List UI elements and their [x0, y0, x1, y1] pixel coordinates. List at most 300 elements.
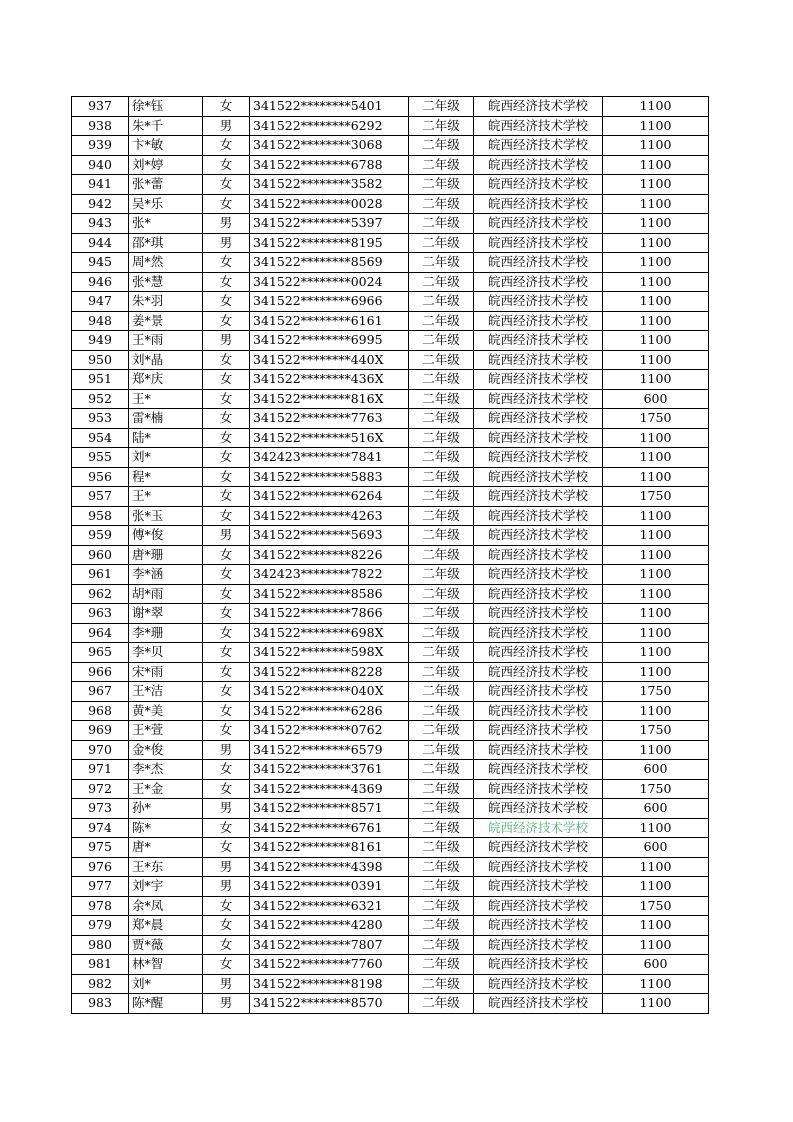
student-name-cell: 卞*敏 — [129, 136, 203, 156]
student-name-cell: 陆* — [129, 428, 203, 448]
grade-cell: 二年级 — [409, 643, 474, 663]
grade-cell: 二年级 — [409, 214, 474, 234]
id-number-cell: 341522********8226 — [250, 545, 409, 565]
student-name-cell: 程* — [129, 467, 203, 487]
gender-cell: 女 — [203, 662, 250, 682]
school-cell: 皖西经济技术学校 — [474, 760, 603, 780]
id-number-cell: 341522********4398 — [250, 857, 409, 877]
table-row — [72, 389, 709, 409]
school-cell: 皖西经济技术学校 — [474, 604, 603, 624]
grade-cell: 二年级 — [409, 409, 474, 429]
grade-cell: 二年级 — [409, 623, 474, 643]
student-name-cell: 王* — [129, 389, 203, 409]
student-name-cell: 陈*醒 — [129, 994, 203, 1014]
amount-cell: 1100 — [603, 604, 709, 624]
amount-cell: 1100 — [603, 916, 709, 936]
grade-cell: 二年级 — [409, 838, 474, 858]
school-cell: 皖西经济技术学校 — [474, 721, 603, 741]
amount-cell: 600 — [603, 838, 709, 858]
row-number-cell: 962 — [72, 584, 129, 604]
row-number-cell: 975 — [72, 838, 129, 858]
id-number-cell: 341522********4263 — [250, 506, 409, 526]
table-row — [72, 214, 709, 234]
student-name-cell: 贾*薇 — [129, 935, 203, 955]
id-number-cell: 341522********4280 — [250, 916, 409, 936]
id-number-cell: 341522********8586 — [250, 584, 409, 604]
row-number-cell: 964 — [72, 623, 129, 643]
id-number-cell: 341522********0028 — [250, 194, 409, 214]
school-cell: 皖西经济技术学校 — [474, 194, 603, 214]
student-name-cell: 张* — [129, 214, 203, 234]
gender-cell: 女 — [203, 779, 250, 799]
grade-cell: 二年级 — [409, 272, 474, 292]
id-number-cell: 341522********516X — [250, 428, 409, 448]
id-number-cell: 341522********436X — [250, 370, 409, 390]
row-number-cell: 960 — [72, 545, 129, 565]
student-name-cell: 胡*雨 — [129, 584, 203, 604]
id-number-cell: 341522********0391 — [250, 877, 409, 897]
amount-cell: 1100 — [603, 643, 709, 663]
gender-cell: 女 — [203, 896, 250, 916]
id-number-cell: 341522********8161 — [250, 838, 409, 858]
gender-cell: 女 — [203, 350, 250, 370]
grade-cell: 二年级 — [409, 545, 474, 565]
id-number-cell: 341522********5883 — [250, 467, 409, 487]
student-name-cell: 刘*婷 — [129, 155, 203, 175]
student-name-cell: 李*杰 — [129, 760, 203, 780]
id-number-cell: 341522********6264 — [250, 487, 409, 507]
school-cell: 皖西经济技术学校 — [474, 506, 603, 526]
grade-cell: 二年级 — [409, 350, 474, 370]
student-name-cell: 林*智 — [129, 955, 203, 975]
student-name-cell: 吴*乐 — [129, 194, 203, 214]
table-row — [72, 662, 709, 682]
school-cell: 皖西经济技术学校 — [474, 526, 603, 546]
id-number-cell: 341522********8195 — [250, 233, 409, 253]
amount-cell: 600 — [603, 799, 709, 819]
grade-cell: 二年级 — [409, 311, 474, 331]
row-number-cell: 967 — [72, 682, 129, 702]
row-number-cell: 973 — [72, 799, 129, 819]
row-number-cell: 939 — [72, 136, 129, 156]
row-number-cell: 940 — [72, 155, 129, 175]
table-row — [72, 506, 709, 526]
table-row — [72, 155, 709, 175]
grade-cell: 二年级 — [409, 175, 474, 195]
grade-cell: 二年级 — [409, 116, 474, 136]
row-number-cell: 949 — [72, 331, 129, 351]
amount-cell: 1100 — [603, 233, 709, 253]
id-number-cell: 341522********698X — [250, 623, 409, 643]
table-row — [72, 448, 709, 468]
row-number-cell: 978 — [72, 896, 129, 916]
table-row — [72, 116, 709, 136]
row-number-cell: 969 — [72, 721, 129, 741]
row-number-cell: 957 — [72, 487, 129, 507]
row-number-cell: 950 — [72, 350, 129, 370]
amount-cell: 1100 — [603, 214, 709, 234]
school-cell: 皖西经济技术学校 — [474, 409, 603, 429]
school-cell: 皖西经济技术学校 — [474, 682, 603, 702]
id-number-cell: 341522********7807 — [250, 935, 409, 955]
id-number-cell: 341522********8198 — [250, 974, 409, 994]
id-number-cell: 341522********6788 — [250, 155, 409, 175]
grade-cell: 二年级 — [409, 526, 474, 546]
grade-cell: 二年级 — [409, 292, 474, 312]
student-name-cell: 王*萱 — [129, 721, 203, 741]
student-name-cell: 朱*羽 — [129, 292, 203, 312]
school-cell: 皖西经济技术学校 — [474, 292, 603, 312]
table-row — [72, 311, 709, 331]
gender-cell: 女 — [203, 370, 250, 390]
school-cell: 皖西经济技术学校 — [474, 701, 603, 721]
amount-cell: 1100 — [603, 136, 709, 156]
table-row — [72, 175, 709, 195]
row-number-cell: 955 — [72, 448, 129, 468]
row-number-cell: 982 — [72, 974, 129, 994]
id-number-cell: 341522********440X — [250, 350, 409, 370]
gender-cell: 女 — [203, 97, 250, 117]
grade-cell: 二年级 — [409, 779, 474, 799]
gender-cell: 女 — [203, 935, 250, 955]
id-number-cell: 341522********598X — [250, 643, 409, 663]
amount-cell: 1750 — [603, 896, 709, 916]
gender-cell: 女 — [203, 721, 250, 741]
amount-cell: 1100 — [603, 97, 709, 117]
grade-cell: 二年级 — [409, 604, 474, 624]
table-row — [72, 604, 709, 624]
school-cell: 皖西经济技术学校 — [474, 565, 603, 585]
amount-cell: 1100 — [603, 370, 709, 390]
amount-cell: 1100 — [603, 194, 709, 214]
gender-cell: 女 — [203, 701, 250, 721]
table-row — [72, 974, 709, 994]
gender-cell: 女 — [203, 838, 250, 858]
school-cell: 皖西经济技术学校 — [474, 97, 603, 117]
amount-cell: 1750 — [603, 721, 709, 741]
row-number-cell: 956 — [72, 467, 129, 487]
amount-cell: 1100 — [603, 935, 709, 955]
school-cell: 皖西经济技术学校 — [474, 272, 603, 292]
grade-cell: 二年级 — [409, 448, 474, 468]
row-number-cell: 977 — [72, 877, 129, 897]
grade-cell: 二年级 — [409, 877, 474, 897]
row-number-cell: 966 — [72, 662, 129, 682]
student-name-cell: 李*涵 — [129, 565, 203, 585]
gender-cell: 女 — [203, 623, 250, 643]
gender-cell: 女 — [203, 409, 250, 429]
row-number-cell: 963 — [72, 604, 129, 624]
amount-cell: 1750 — [603, 779, 709, 799]
gender-cell: 女 — [203, 584, 250, 604]
row-number-cell: 958 — [72, 506, 129, 526]
table-row — [72, 877, 709, 897]
school-cell: 皖西经济技术学校 — [474, 623, 603, 643]
student-name-cell: 张*玉 — [129, 506, 203, 526]
amount-cell: 1100 — [603, 467, 709, 487]
grade-cell: 二年级 — [409, 97, 474, 117]
gender-cell: 女 — [203, 916, 250, 936]
grade-cell: 二年级 — [409, 194, 474, 214]
school-cell: 皖西经济技术学校 — [474, 799, 603, 819]
student-name-cell: 姜*景 — [129, 311, 203, 331]
school-cell: 皖西经济技术学校 — [474, 584, 603, 604]
gender-cell: 女 — [203, 428, 250, 448]
table-row — [72, 643, 709, 663]
school-cell: 皖西经济技术学校 — [474, 428, 603, 448]
student-name-cell: 王* — [129, 487, 203, 507]
row-number-cell: 970 — [72, 740, 129, 760]
id-number-cell: 341522********3761 — [250, 760, 409, 780]
table-row — [72, 955, 709, 975]
gender-cell: 女 — [203, 818, 250, 838]
table-body — [72, 97, 709, 1014]
school-cell: 皖西经济技术学校 — [474, 136, 603, 156]
grade-cell: 二年级 — [409, 935, 474, 955]
student-name-cell: 张*蕾 — [129, 175, 203, 195]
student-name-cell: 王*雨 — [129, 331, 203, 351]
school-cell: 皖西经济技术学校 — [474, 779, 603, 799]
school-cell: 皖西经济技术学校 — [474, 116, 603, 136]
gender-cell: 女 — [203, 272, 250, 292]
amount-cell: 1100 — [603, 877, 709, 897]
school-cell: 皖西经济技术学校 — [474, 214, 603, 234]
table-row — [72, 994, 709, 1014]
id-number-cell: 341522********6761 — [250, 818, 409, 838]
row-number-cell: 948 — [72, 311, 129, 331]
id-number-cell: 341522********6321 — [250, 896, 409, 916]
school-cell: 皖西经济技术学校 — [474, 643, 603, 663]
gender-cell: 男 — [203, 877, 250, 897]
row-number-cell: 944 — [72, 233, 129, 253]
grade-cell: 二年级 — [409, 467, 474, 487]
student-name-cell: 王*金 — [129, 779, 203, 799]
student-name-cell: 朱*千 — [129, 116, 203, 136]
table-row — [72, 253, 709, 273]
school-cell: 皖西经济技术学校 — [474, 994, 603, 1014]
gender-cell: 男 — [203, 740, 250, 760]
table-row — [72, 760, 709, 780]
table-row — [72, 136, 709, 156]
amount-cell: 1100 — [603, 311, 709, 331]
student-name-cell: 金*俊 — [129, 740, 203, 760]
student-list-table — [71, 96, 709, 1014]
id-number-cell: 341522********5397 — [250, 214, 409, 234]
id-number-cell: 341522********7763 — [250, 409, 409, 429]
table-row — [72, 740, 709, 760]
id-number-cell: 341522********8569 — [250, 253, 409, 273]
student-name-cell: 王*东 — [129, 857, 203, 877]
school-cell: 皖西经济技术学校 — [474, 370, 603, 390]
amount-cell: 1750 — [603, 409, 709, 429]
school-cell: 皖西经济技术学校 — [474, 350, 603, 370]
gender-cell: 女 — [203, 311, 250, 331]
row-number-cell: 981 — [72, 955, 129, 975]
id-number-cell: 342423********7822 — [250, 565, 409, 585]
id-number-cell: 341522********6995 — [250, 331, 409, 351]
grade-cell: 二年级 — [409, 487, 474, 507]
gender-cell: 女 — [203, 545, 250, 565]
school-cell: 皖西经济技术学校 — [474, 974, 603, 994]
amount-cell: 1100 — [603, 662, 709, 682]
student-name-cell: 徐*钰 — [129, 97, 203, 117]
grade-cell: 二年级 — [409, 370, 474, 390]
gender-cell: 女 — [203, 155, 250, 175]
gender-cell: 女 — [203, 467, 250, 487]
table-row — [72, 896, 709, 916]
id-number-cell: 341522********6579 — [250, 740, 409, 760]
gender-cell: 男 — [203, 331, 250, 351]
gender-cell: 男 — [203, 994, 250, 1014]
grade-cell: 二年级 — [409, 682, 474, 702]
table-row — [72, 623, 709, 643]
amount-cell: 1100 — [603, 701, 709, 721]
grade-cell: 二年级 — [409, 136, 474, 156]
grade-cell: 二年级 — [409, 233, 474, 253]
school-cell: 皖西经济技术学校 — [474, 740, 603, 760]
school-cell: 皖西经济技术学校 — [474, 896, 603, 916]
amount-cell: 1100 — [603, 740, 709, 760]
school-cell: 皖西经济技术学校 — [474, 545, 603, 565]
id-number-cell: 341522********0024 — [250, 272, 409, 292]
row-number-cell: 968 — [72, 701, 129, 721]
row-number-cell: 952 — [72, 389, 129, 409]
amount-cell: 1100 — [603, 116, 709, 136]
amount-cell: 1100 — [603, 175, 709, 195]
table-row — [72, 272, 709, 292]
amount-cell: 1100 — [603, 857, 709, 877]
student-name-cell: 陈* — [129, 818, 203, 838]
school-cell: 皖西经济技术学校 — [474, 233, 603, 253]
table-row — [72, 194, 709, 214]
grade-cell: 二年级 — [409, 253, 474, 273]
id-number-cell: 341522********6966 — [250, 292, 409, 312]
gender-cell: 男 — [203, 116, 250, 136]
table-row — [72, 331, 709, 351]
school-cell: 皖西经济技术学校 — [474, 487, 603, 507]
row-number-cell: 945 — [72, 253, 129, 273]
grade-cell: 二年级 — [409, 389, 474, 409]
grade-cell: 二年级 — [409, 721, 474, 741]
school-cell: 皖西经济技术学校 — [474, 448, 603, 468]
table-row — [72, 292, 709, 312]
grade-cell: 二年级 — [409, 857, 474, 877]
school-cell: 皖西经济技术学校 — [474, 662, 603, 682]
id-number-cell: 341522********5401 — [250, 97, 409, 117]
table-row — [72, 350, 709, 370]
grade-cell: 二年级 — [409, 740, 474, 760]
row-number-cell: 976 — [72, 857, 129, 877]
student-name-cell: 李*珊 — [129, 623, 203, 643]
school-cell: 皖西经济技术学校 — [474, 155, 603, 175]
amount-cell: 1100 — [603, 545, 709, 565]
row-number-cell: 954 — [72, 428, 129, 448]
grade-cell: 二年级 — [409, 506, 474, 526]
row-number-cell: 974 — [72, 818, 129, 838]
student-name-cell: 邵*琪 — [129, 233, 203, 253]
amount-cell: 600 — [603, 955, 709, 975]
school-cell: 皖西经济技术学校 — [474, 175, 603, 195]
school-cell: 皖西经济技术学校 — [474, 818, 603, 838]
student-name-cell: 雷*楠 — [129, 409, 203, 429]
student-name-cell: 李*贝 — [129, 643, 203, 663]
amount-cell: 600 — [603, 389, 709, 409]
table-row — [72, 233, 709, 253]
gender-cell: 女 — [203, 136, 250, 156]
student-name-cell: 周*然 — [129, 253, 203, 273]
gender-cell: 女 — [203, 448, 250, 468]
school-cell: 皖西经济技术学校 — [474, 253, 603, 273]
student-name-cell: 刘* — [129, 974, 203, 994]
table-row — [72, 916, 709, 936]
row-number-cell: 972 — [72, 779, 129, 799]
table-row — [72, 467, 709, 487]
table-row — [72, 428, 709, 448]
gender-cell: 男 — [203, 214, 250, 234]
gender-cell: 女 — [203, 487, 250, 507]
table-row — [72, 701, 709, 721]
student-name-cell: 张*慧 — [129, 272, 203, 292]
row-number-cell: 938 — [72, 116, 129, 136]
amount-cell: 1100 — [603, 994, 709, 1014]
school-cell: 皖西经济技术学校 — [474, 311, 603, 331]
gender-cell: 女 — [203, 604, 250, 624]
id-number-cell: 341522********816X — [250, 389, 409, 409]
table-row — [72, 487, 709, 507]
row-number-cell: 943 — [72, 214, 129, 234]
table-row — [72, 565, 709, 585]
student-name-cell: 郑*晨 — [129, 916, 203, 936]
gender-cell: 女 — [203, 760, 250, 780]
student-name-cell: 郑*庆 — [129, 370, 203, 390]
id-number-cell: 341522********7760 — [250, 955, 409, 975]
amount-cell: 1100 — [603, 526, 709, 546]
amount-cell: 600 — [603, 760, 709, 780]
school-cell: 皖西经济技术学校 — [474, 389, 603, 409]
amount-cell: 1100 — [603, 350, 709, 370]
grade-cell: 二年级 — [409, 565, 474, 585]
gender-cell: 女 — [203, 253, 250, 273]
amount-cell: 1100 — [603, 623, 709, 643]
table-row — [72, 818, 709, 838]
grade-cell: 二年级 — [409, 974, 474, 994]
gender-cell: 女 — [203, 955, 250, 975]
row-number-cell: 979 — [72, 916, 129, 936]
gender-cell: 女 — [203, 643, 250, 663]
student-name-cell: 刘*晶 — [129, 350, 203, 370]
grade-cell: 二年级 — [409, 994, 474, 1014]
gender-cell: 女 — [203, 565, 250, 585]
gender-cell: 男 — [203, 974, 250, 994]
amount-cell: 1100 — [603, 292, 709, 312]
row-number-cell: 965 — [72, 643, 129, 663]
gender-cell: 女 — [203, 292, 250, 312]
school-cell: 皖西经济技术学校 — [474, 877, 603, 897]
amount-cell: 1100 — [603, 818, 709, 838]
row-number-cell: 959 — [72, 526, 129, 546]
id-number-cell: 341522********0762 — [250, 721, 409, 741]
gender-cell: 女 — [203, 506, 250, 526]
amount-cell: 1100 — [603, 331, 709, 351]
row-number-cell: 946 — [72, 272, 129, 292]
school-cell: 皖西经济技术学校 — [474, 955, 603, 975]
table-row — [72, 838, 709, 858]
gender-cell: 女 — [203, 682, 250, 702]
school-cell: 皖西经济技术学校 — [474, 467, 603, 487]
grade-cell: 二年级 — [409, 331, 474, 351]
id-number-cell: 341522********4369 — [250, 779, 409, 799]
grade-cell: 二年级 — [409, 896, 474, 916]
